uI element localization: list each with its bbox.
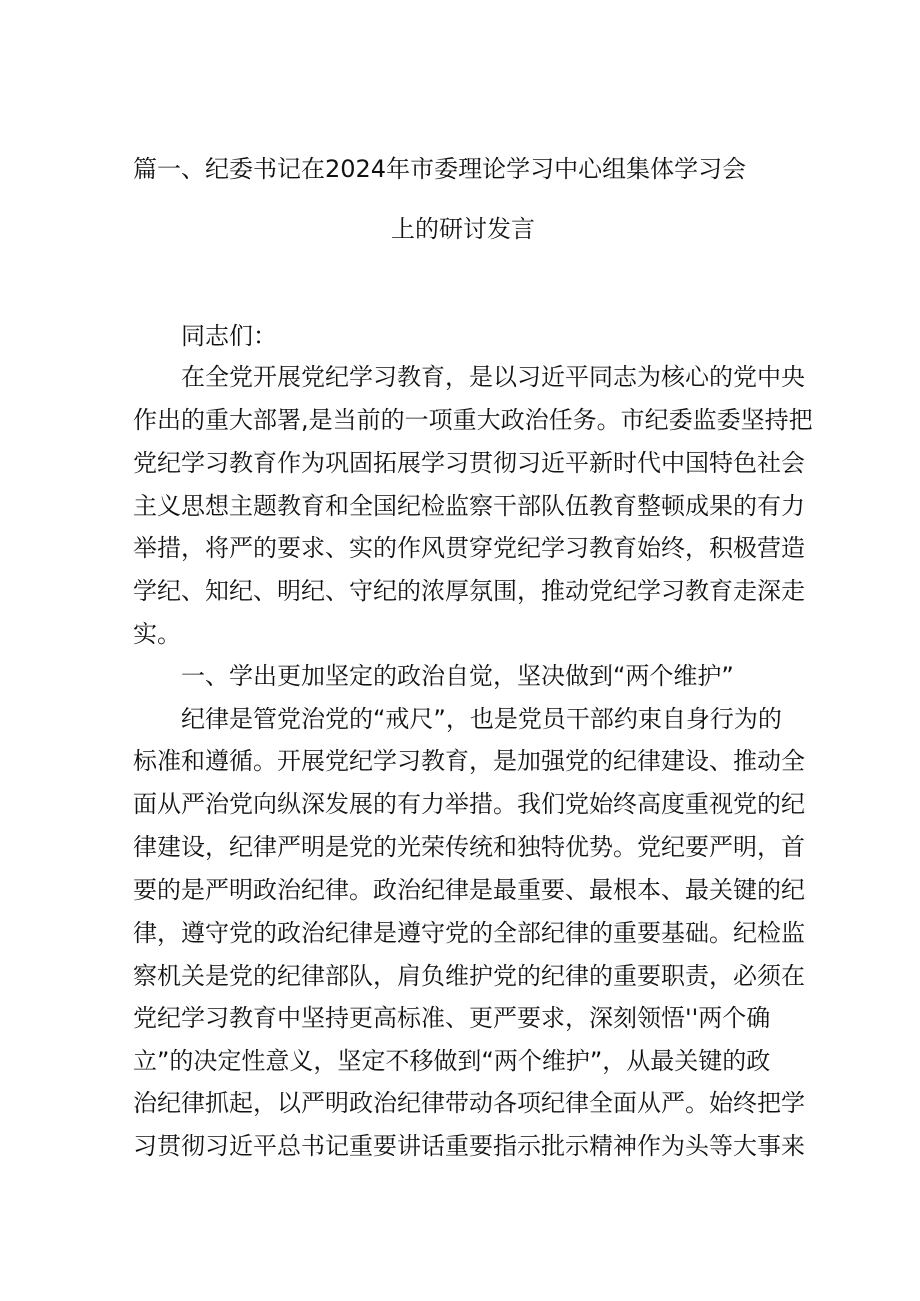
paragraph-line: 作出的重大部署,是当前的一项重大政治任务。市纪委监委坚持把 (133, 406, 813, 434)
section-heading: 一、学出更加坚定的政治自觉，坚决做到“两个维护” (181, 662, 734, 690)
paragraph-line: 主义思想主题教育和全国纪检监察干部队伍教育整顿成果的有力 (133, 492, 805, 520)
paragraph-line: 要的是严明政治纪律。政治纪律是最重要、最根本、最关键的纪 (133, 876, 805, 904)
paragraph-line: 律，遵守党的政治纪律是遵守党的全部纪律的重要基础。纪检监 (133, 919, 805, 947)
paragraph-line: 举措，将严的要求、实的作风贯穿党纪学习教育始终，积极营造 (133, 534, 805, 562)
paragraph-line: 纪律是管党治党的“戒尺”，也是党员干部约束自身行为的 (181, 705, 782, 733)
paragraph-line: 标准和遵循。开展党纪学习教育，是加强党的纪律建设、推动全 (133, 747, 805, 775)
salutation: 同志们： (181, 322, 277, 350)
paragraph-line: 察机关是党的纪律部队，肩负维护党的纪律的重要职责，必须在 (133, 962, 805, 990)
paragraph-line: 党纪学习教育中坚持更高标准、更严要求，深刻领悟''两个确 (133, 1004, 771, 1032)
paragraph-line: 治纪律抓起，以严明政治纪律带动各项纪律全面从严。始终把学 (133, 1089, 805, 1117)
paragraph-line: 实。 (133, 620, 181, 648)
document-title-line-1: 篇一、纪委书记在2024年市委理论学习中心组集体学习会 (133, 155, 747, 183)
paragraph-line: 律建设，纪律严明是党的光荣传统和独特优势。党纪要严明，首 (133, 833, 805, 861)
paragraph-line: 学纪、知纪、明纪、守纪的浓厚氛围，推动党纪学习教育走深走 (133, 577, 805, 605)
paragraph-line: 党纪学习教育作为巩固拓展学习贯彻习近平新时代中国特色社会 (133, 449, 805, 477)
paragraph-line: 立”的决定性意义，坚定不移做到“两个维护”，从最关键的政 (133, 1047, 771, 1075)
paragraph-line: 面从严治党向纵深发展的有力举措。我们党始终高度重视党的纪 (133, 790, 805, 818)
paragraph-line: 习贯彻习近平总书记重要讲话重要指示批示精神作为头等大事来 (133, 1132, 805, 1160)
document-title-line-2: 上的研讨发言 (391, 215, 535, 243)
paragraph-line: 在全党开展党纪学习教育，是以习近平同志为核心的党中央 (181, 363, 805, 391)
